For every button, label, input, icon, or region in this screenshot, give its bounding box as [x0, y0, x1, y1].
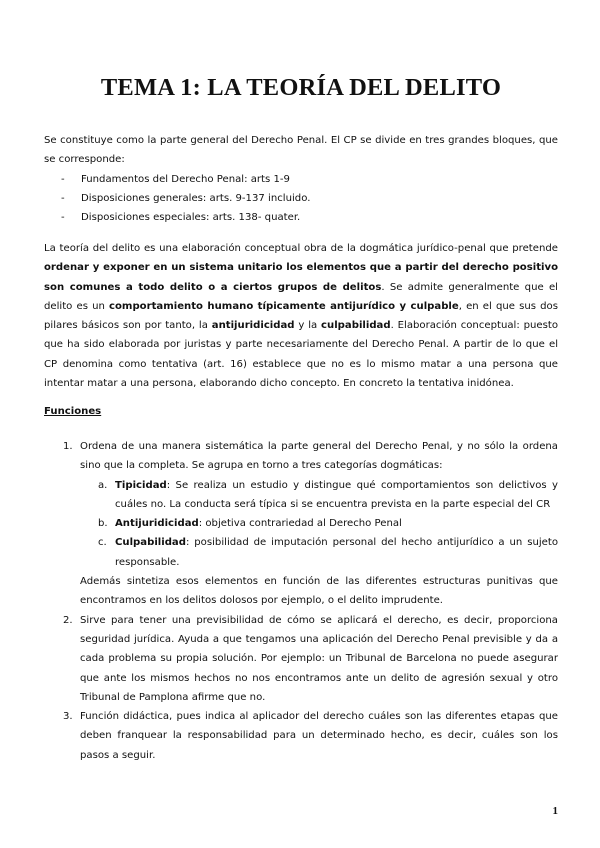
- definition-paragraph: [44, 239, 558, 393]
- list-item: [44, 437, 558, 611]
- list-item: - Disposiciones especiales: arts. 138- quater.: [44, 208, 558, 227]
- sub-item: [80, 514, 558, 533]
- list-item: [44, 707, 558, 765]
- bold-run: antijuridicidad: [211, 320, 295, 332]
- funciones-heading-block: [44, 402, 558, 421]
- sub-item: [80, 476, 558, 515]
- item-number: 3.: [63, 711, 73, 723]
- sub-desc: : posibilidad de imputación personal del hecho antijurídico a un sujeto responsable.: [115, 537, 558, 568]
- bold-run: comportamiento humano típicamente antijurídico y culpable: [109, 300, 459, 312]
- sub-term: Tipicidad: [115, 479, 167, 491]
- page-number: 1: [552, 804, 558, 817]
- list-item: - Disposiciones generales: arts. 9-137 incluido.: [44, 189, 558, 208]
- page-title: TEMA 1: LA TEORÍA DEL DELITO: [100, 74, 502, 101]
- sub-desc: : objetiva contrariedad al Derecho Penal: [198, 518, 402, 530]
- text-run: , en el que sus dos pilares básicos son por tanto, la: [44, 300, 558, 332]
- sub-letter: a.: [98, 479, 108, 491]
- categories-list: [80, 476, 558, 572]
- sub-term: Antijuridicidad: [115, 518, 199, 530]
- bold-run: culpabilidad: [321, 320, 391, 332]
- text-run: y la: [294, 320, 322, 332]
- bold-run: ordenar y exponer en un sistema unitario los elementos que a partir del derecho positivo son comunes a todo delito o a ciertos grupos de delitos: [44, 262, 558, 293]
- sub-item: [80, 533, 558, 572]
- sub-letter: c.: [98, 537, 107, 549]
- item-after-text: Además sintetiza esos elementos en función de las diferentes estructuras punitivas que encontramos en los delitos dolosos por ejemplo, o el delito imprudente.: [80, 576, 558, 607]
- text-run: . Elaboración conceptual: puesto que ha sido elaborada por juristas y parte necesariamente del Derecho Penal. A partir de lo que el CP denomina como tentativa (art. 16) establece que no es lo mismo matar a una persona que intentar matar a una persona, elaborando dicho concepto. En concreto la tentativa inidónea.: [44, 320, 558, 390]
- funciones-list: [44, 437, 558, 765]
- text-run: . Se admite generalmente que el delito es un: [44, 281, 558, 312]
- sub-desc: : Se realiza un estudio y distingue qué comportamientos son delictivos y cuáles no. La conducta será típica si se encuentra prevista en la parte especial del CR: [115, 479, 558, 510]
- item-number: 2.: [63, 614, 73, 626]
- intro-list: [44, 170, 558, 228]
- item-text: Sirve para tener una previsibilidad de cómo se aplicará el derecho, es decir, proporciona seguridad jurídica. Ayuda a que tengamos una aplicación del Derecho Penal previsible y da a cada problema su propia solución. Por ejemplo: un Tribunal de Barcelona no puede asegurar que ante los mismos hechos no nos encontramos ante un delito de agresión sexual y otro Tribunal de Pamplona afirme que no.: [80, 614, 558, 703]
- item-number: 1.: [63, 441, 73, 452]
- funciones-section: [44, 437, 558, 765]
- item-text: Función didáctica, pues indica al aplicador del derecho cuáles son las diferentes etapas que deben franquear la responsabilidad para un determinado hecho, es decir, cuáles son los pasos a seguir.: [80, 711, 558, 761]
- list-item: [44, 611, 558, 707]
- section-heading: Funciones: [44, 406, 102, 417]
- text-run: La teoría del delito es una elaboración conceptual obra de la dogmática jurídico-penal que pretende: [44, 243, 558, 254]
- list-item: - Fundamentos del Derecho Penal: arts 1-9: [44, 170, 558, 189]
- definition-section: [44, 239, 558, 393]
- intro-section: [44, 131, 558, 227]
- sub-letter: b.: [98, 518, 108, 530]
- intro-paragraph: Se constituye como la parte general del Derecho Penal. El CP se divide en tres grandes bloques, que se corresponde:: [44, 135, 558, 166]
- sub-term: Culpabilidad: [115, 537, 186, 549]
- item-text: Ordena de una manera sistemática la parte general del Derecho Penal, y no sólo la ordena sino que la completa. Se agrupa en torno a tres categorías dogmáticas:: [80, 441, 558, 472]
